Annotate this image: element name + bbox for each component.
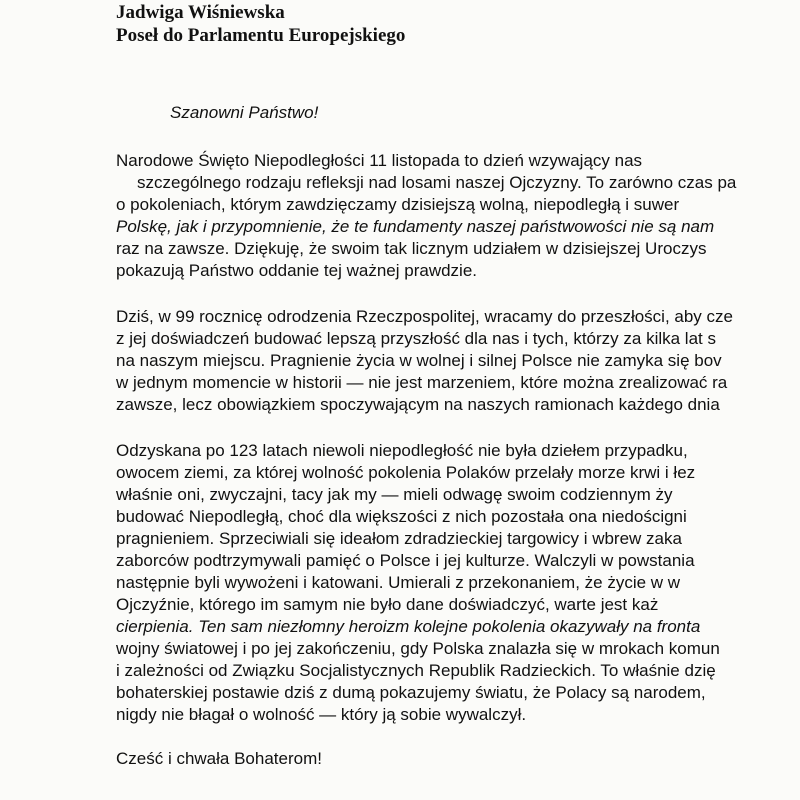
paragraph-2-line: na naszym miejscu. Pragnienie życia w wolnej i silnej Polsce nie zamyka się bov [116,351,722,370]
paragraph-1-line: szczególnego rodzaju refleksji nad losami naszej Ojczyzny. To zarówno czas pa [137,173,737,192]
author-name: Jadwiga Wiśniewska [116,2,285,23]
paragraph-2-line: Dziś, w 99 rocznicę odrodzenia Rzeczpospolitej, wracamy do przeszłości, aby cze [116,307,733,326]
paragraph-1-line: Narodowe Święto Niepodległości 11 listopada to dzień wzywający nas [116,151,643,170]
paragraph-3-line: następnie byli wywożeni i katowani. Umierali z przekonaniem, że życie w w [116,573,681,592]
paragraph-3-line: zaborców podtrzymywali pamięć o Polsce i jej kulturze. Walczyli w powstania [116,551,695,570]
paragraph-2-line: zawsze, lecz obowiązkiem spoczywającym na naszych ramionach każdego dnia [116,395,720,414]
italic-phrase: Polskę, jak i przypomnienie, że te fundamenty naszej państwowości nie są nam [116,217,715,236]
paragraph-3-line: i zależności od Związku Socjalistycznych Republik Radzieckich. To właśnie dzię [116,661,716,680]
paragraph-3-line: budować Niepodległą, choć dla większości z nich pozostała ona niedościgni [116,507,687,526]
paragraph-3-line: nigdy nie błagał o wolność — który ją sobie wywalczył. [116,705,527,724]
paragraph-3-line: wojny światowej i po jej zakończeniu, gdy Polska znalazła się w mrokach komun [116,639,720,658]
paragraph-3-line: Odzyskana po 123 latach niewoli niepodległość nie była dziełem przypadku, [116,441,688,460]
closing-line: Cześć i chwała Bohaterom! [116,749,322,768]
italic-phrase: cierpienia. Ten sam niezłomny heroizm kolejne pokolenia okazywały na fronta [116,617,701,636]
paragraph-1-line: o pokoleniach, którym zawdzięczamy dzisiejszą wolną, niepodległą i suwer [116,195,680,214]
paragraph-3-line: Ojczyźnie, którego im samym nie było dane doświadczyć, warte jest każ [116,595,659,614]
paragraph-3-line [116,616,700,638]
paragraph-2-line: w jednym momencie w historii — nie jest marzeniem, które można zrealizować ra [116,373,728,392]
greeting: Szanowni Państwo! [170,103,319,122]
paragraph-3-line: właśnie oni, zwyczajni, tacy jak my — mieli odwagę swoim codziennym ży [116,485,673,504]
paragraph-3-line: owocem ziemi, za której wolność pokolenia Polaków przelały morze krwi i łez [116,463,696,482]
paragraph-3-line: pragnieniem. Sprzeciwiali się ideałom zdradzieckiej targowicy i wbrew zaka [116,529,682,548]
paragraph-1-line: pokazują Państwo oddanie tej ważnej prawdzie. [116,261,478,280]
author-title: Poseł do Parlamentu Europejskiego [116,25,406,46]
paragraph-2-line: z jej doświadczeń budować lepszą przyszłość dla nas i tych, którzy za kilka lat s [116,329,716,348]
paragraph-1-line [116,216,714,238]
paragraph-3-line: bohaterskiej postawie dziś z dumą pokazujemy światu, że Polacy są narodem, [116,683,706,702]
paragraph-1-line: raz na zawsze. Dziękuję, że swoim tak licznym udziałem w dzisiejszej Uroczys [116,239,707,258]
